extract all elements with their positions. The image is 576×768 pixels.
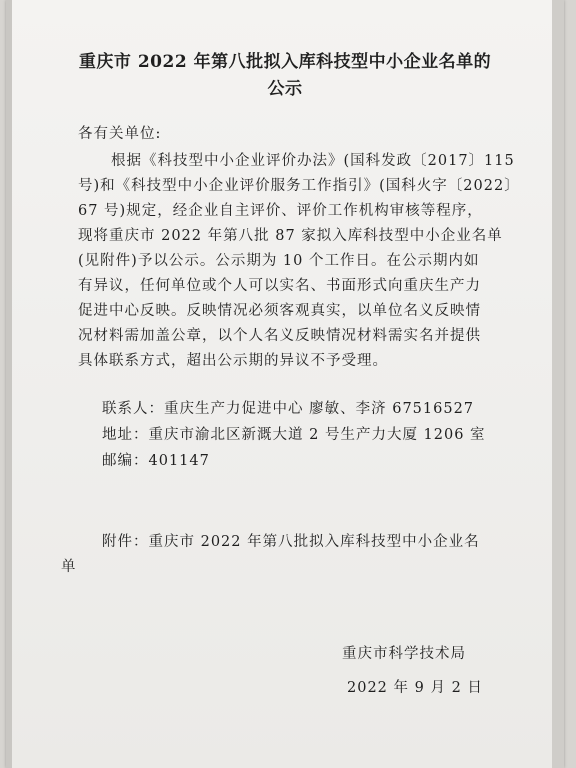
postcode-line: 邮编：401147 (102, 453, 210, 469)
body-line-7: 促进中心反映。反映情况必须客观真实，以单位名义反映情 (78, 303, 481, 319)
body-line-5: (见附件)予以公示。公示期为 10 个工作日。在公示期内如 (78, 253, 480, 269)
issuer-name: 重庆市科学技术局 (342, 646, 466, 662)
body-line-9: 具体联系方式，超出公示期的异议不予受理。 (78, 353, 388, 369)
issue-date: 2022 年 9 月 2 日 (347, 680, 483, 696)
salutation: 各有关单位: (78, 126, 162, 142)
body-line-1: 根据《科技型中小企业评价办法》(国科发政〔2017〕115 (111, 153, 515, 169)
address-line: 地址：重庆市渝北区新溉大道 2 号生产力大厦 1206 室 (102, 427, 486, 443)
body-line-3: 67 号)规定，经企业自主评价、评价工作机构审核等程序， (78, 203, 483, 219)
document-title-line-1: 重庆市 2022 年第八批拟入库科技型中小企业名单的 (78, 52, 492, 72)
document-page (6, 0, 564, 768)
paper-edge-right (552, 0, 564, 768)
attachment-line-1: 附件：重庆市 2022 年第八批拟入库科技型中小企业名 (102, 534, 480, 550)
contact-line: 联系人：重庆生产力促进中心 廖敏、李济 67516527 (102, 401, 475, 417)
document-title-line-2: 公示 (267, 79, 303, 99)
body-line-4: 现将重庆市 2022 年第八批 87 家拟入库科技型中小企业名单 (78, 228, 503, 244)
body-line-8: 况材料需加盖公章，以个人名义反映情况材料需实名并提供 (78, 328, 481, 344)
paper-edge-left (6, 0, 12, 768)
attachment-line-2: 单 (61, 559, 77, 575)
body-line-6: 有异议，任何单位或个人可以实名、书面形式向重庆生产力 (78, 278, 481, 294)
body-line-2: 号)和《科技型中小企业评价服务工作指引》(国科火字〔2022〕 (78, 178, 520, 194)
